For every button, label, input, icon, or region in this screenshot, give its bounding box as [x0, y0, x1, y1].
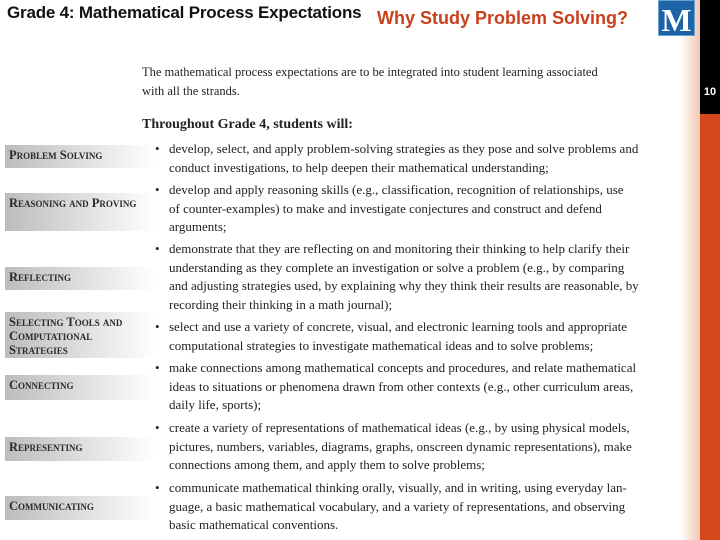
bullet-line: make connections among mathematical concepts and procedures, and relate mathematical: [169, 360, 637, 375]
intro-line: with all the strands.: [142, 83, 240, 98]
bullet-line: of counter-examples) to make and investigate conjectures and construct and defend: [169, 200, 602, 216]
bullet-line: computational strategies to investigate mathematical ideas and to solve problems;: [169, 337, 594, 353]
bullet-line: recording their thinking in a math journal);: [169, 297, 393, 313]
intro-text: [142, 63, 598, 100]
bullet-text: [169, 419, 685, 475]
lead-heading: Throughout Grade 4, students will:: [142, 117, 353, 132]
bullet-line: develop and apply reasoning skills (e.g., classification, recognition of relationships, use: [169, 182, 624, 197]
slide-number: 10: [703, 86, 717, 98]
bullet-line: guage, a basic mathematical vocabulary, and a variety of representations, and observing: [169, 498, 626, 514]
label-communicating: Communicating: [5, 496, 155, 520]
bullet-line: ideas to situations or phenomena drawn from other contexts (e.g., other curriculum areas,: [169, 378, 634, 394]
bullet-line: pictures, numbers, variables, diagrams, graphs, onscreen dynamic representations), make: [169, 438, 632, 454]
logo: M: [658, 0, 695, 36]
bullet-line: and adjusting strategies used, by explaining why they think their results are reasonable, by: [169, 278, 639, 294]
bullet-text: [169, 318, 685, 355]
bullet-line: select and use a variety of concrete, visual, and electronic learning tools and appropriate: [169, 319, 628, 334]
bullet-line: conduct investigations, to help deepen their mathematical understanding;: [169, 159, 549, 175]
bullet-icon: •: [155, 360, 160, 375]
label-reasoning-proving: Reasoning and Proving: [5, 193, 155, 231]
bullet-line: basic mathematical conventions.: [169, 517, 339, 533]
bullet-item: [155, 318, 685, 355]
bullet-item: [155, 359, 685, 415]
bullet-line: daily life, sports);: [169, 397, 262, 413]
label-connecting: Connecting: [5, 375, 155, 400]
bullet-item: [155, 240, 685, 315]
label-reflecting: Reflecting: [5, 267, 155, 290]
bullet-line: communicate mathematical thinking orally, visually, and in writing, using everyday lan-: [169, 480, 627, 495]
bullet-item: [155, 181, 685, 237]
bullet-line: connections among them, and apply them to solve problems;: [169, 457, 485, 473]
bullet-line: arguments;: [169, 219, 227, 235]
bullet-text: [169, 140, 685, 177]
bullet-item: [155, 419, 685, 475]
bullet-line: develop, select, and apply problem-solving strategies as they pose and solve problems and: [169, 141, 639, 156]
bullet-item: [155, 140, 685, 177]
bullet-text: [169, 240, 685, 315]
label-problem-solving: Problem Solving: [5, 145, 155, 168]
bullet-icon: •: [155, 420, 160, 435]
bullet-icon: •: [155, 182, 160, 197]
bullet-icon: •: [155, 319, 160, 334]
label-representing: Representing: [5, 437, 155, 461]
document-title: Grade 4: Mathematical Process Expectations: [7, 3, 362, 22]
bullet-icon: •: [155, 241, 160, 256]
bullet-item: [155, 479, 685, 535]
bullet-icon: •: [155, 141, 160, 156]
bullet-text: [169, 479, 685, 535]
bullet-line: understanding as they complete an investigation or solve a problem (e.g., by comparing: [169, 259, 625, 275]
bullet-icon: •: [155, 480, 160, 495]
bullet-line: demonstrate that they are reflecting on and monitoring their thinking to help clarify their: [169, 241, 630, 256]
side-strip-orange: [700, 114, 720, 540]
slide-title: Why Study Problem Solving?: [377, 8, 629, 28]
label-selecting-tools: Selecting Tools and Computational Strategies: [5, 312, 155, 358]
bullet-text: [169, 359, 685, 415]
intro-line: The mathematical process expectations are to be integrated into student learning associated: [142, 65, 598, 79]
bullet-text: [169, 181, 685, 237]
bullet-line: create a variety of representations of mathematical ideas (e.g., by using physical models,: [169, 420, 630, 435]
